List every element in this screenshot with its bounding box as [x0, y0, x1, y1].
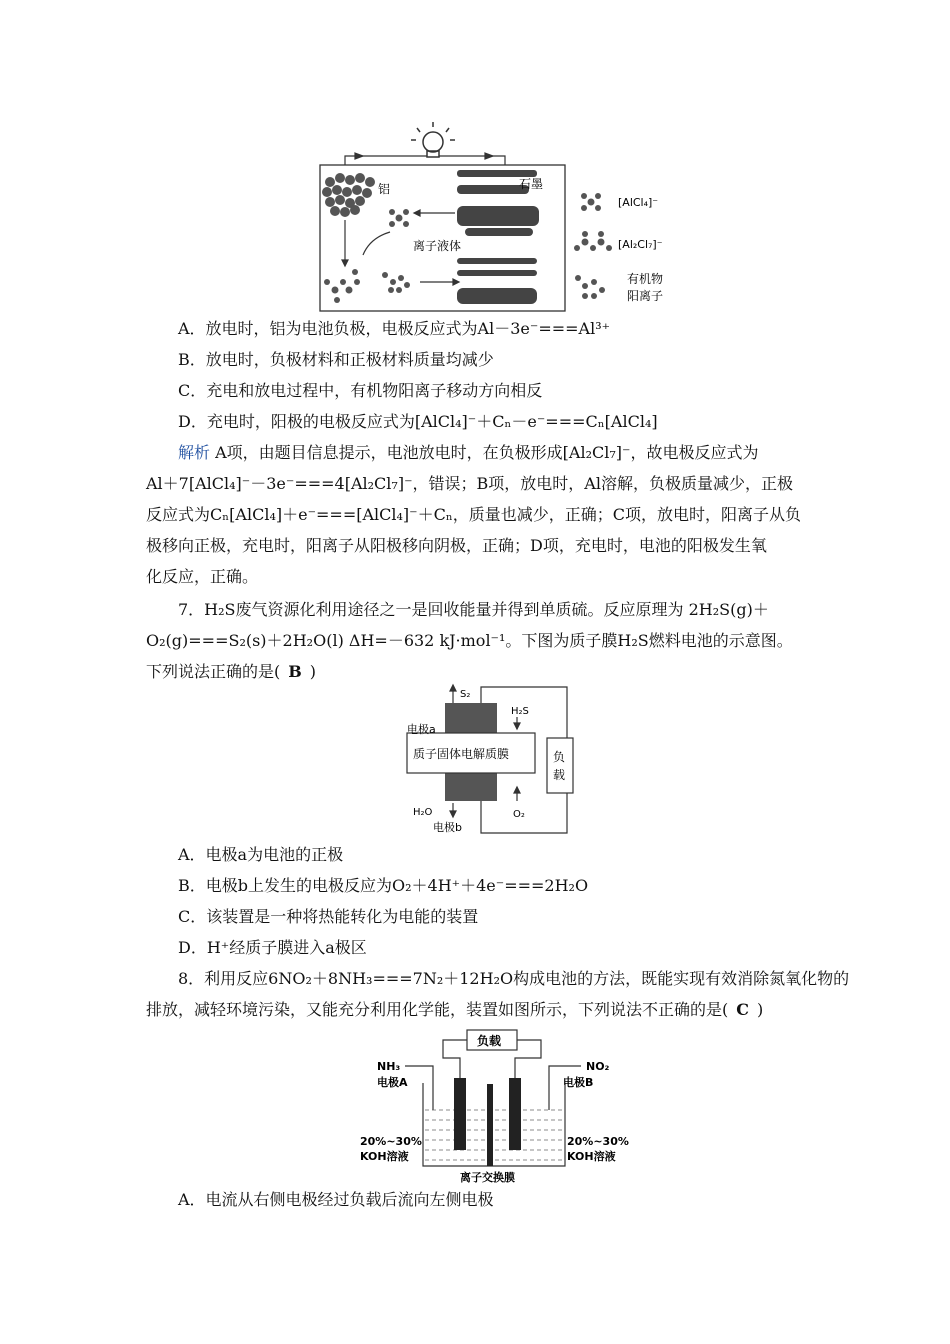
analysis-label: 解析 — [178, 443, 211, 462]
q8-stem-line-2: 排放，减轻环境污染，又能充分利用化学能，装置如图所示，下列说法不正确的是( C ) — [146, 1000, 764, 1019]
q6-option-b: B．放电时，负极材料和正极材料质量均减少 — [178, 350, 494, 369]
q8-answer: C — [736, 1000, 749, 1019]
legend-organic-cation-icon — [575, 275, 605, 299]
aluminium-cluster-icon — [322, 173, 375, 217]
organic-cation-icon — [382, 272, 410, 293]
legend-al2cl7-icon — [574, 231, 612, 251]
legend-cation: 阳离子 — [627, 289, 664, 303]
q6-option-c: C．充电和放电过程中，有机物阳离子移动方向相反 — [178, 381, 543, 400]
q8-stem-line-1: 8．利用反应6NO₂＋8NH₃===7N₂＋12H₂O构成电池的方法，既能实现有效消除氮氧化物的 — [178, 969, 850, 988]
q6-analysis-line-5: 化反应，正确。 — [146, 567, 259, 586]
q7-option-d: D．H⁺经质子膜进入a极区 — [178, 938, 367, 957]
koh-percent-right: 20%~30% — [567, 1135, 629, 1148]
q8-option-a: A．电流从右侧电极经过负载后流向左侧电极 — [178, 1190, 494, 1209]
nh3-label: NH₃ — [377, 1060, 401, 1073]
ionic-liquid-label: 离子液体 — [413, 239, 462, 253]
koh-percent-left: 20%~30% — [360, 1135, 422, 1148]
no2-nh3-cell-figure — [355, 1028, 635, 1183]
q6-option-a: A．放电时，铝为电池负极，电极反应式为Al－3e⁻===Al³⁺ — [178, 319, 611, 338]
q6-option-d: D．充电时，阳极的电极反应式为[AlCl₄]⁻＋Cₙ－e⁻===Cₙ[AlCl₄] — [178, 412, 658, 431]
koh-solution-left: KOH溶液 — [360, 1150, 409, 1163]
legend-alcl4-icon — [581, 193, 601, 211]
electrode-b-label: 电极b — [433, 821, 462, 834]
q6-analysis-line-2: Al＋7[AlCl₄]⁻－3e⁻===4[Al₂Cl₇]⁻，错误；B项，放电时，Al溶解，负极质量减少，正极 — [146, 474, 793, 493]
no2-label: NO₂ — [586, 1060, 610, 1073]
q6-analysis-line-3: 反应式为Cₙ[AlCl₄]＋e⁻===[AlCl₄]⁻＋Cₙ，质量也减少，正确；C项，放电时，阳离子从负 — [146, 505, 802, 524]
h2s-label: H₂S — [511, 706, 529, 717]
electrode-a-label: 电极A — [377, 1076, 408, 1089]
q7-stem-line-1: 7．H₂S废气资源化利用途径之一是回收能量并得到单质硫。反应原理为 2H₂S(g)＋ — [178, 600, 769, 619]
membrane-label: 离子交换膜 — [460, 1171, 515, 1183]
graphite-label: 石墨 — [519, 177, 544, 191]
load-label-1: 负 — [553, 750, 566, 764]
q7-option-b: B．电极b上发生的电极反应为O₂＋4H⁺＋4e⁻===2H₂O — [178, 876, 589, 895]
electrode-b-label: 电极B — [563, 1076, 594, 1089]
al2cl7-molecule-icon — [324, 269, 360, 303]
q7-option-a: A．电极a为电池的正极 — [178, 845, 344, 864]
alcl4-molecule-icon — [389, 209, 409, 227]
membrane-label: 质子固体电解质膜 — [413, 747, 510, 761]
q7-option-c: C．该装置是一种将热能转化为电能的装置 — [178, 907, 479, 926]
q7-stem-line-2: O₂(g)===S₂(s)＋2H₂O(l) ΔH=－632 kJ·mol⁻¹。下图为质子膜H₂S燃料电池的示意图。 — [146, 631, 793, 650]
q7-stem-line-3: 下列说法正确的是( B ) — [146, 662, 317, 681]
o2-label: O₂ — [513, 809, 525, 820]
s2-label: S₂ — [460, 689, 471, 700]
load-label-2: 载 — [553, 768, 566, 782]
legend-alcl4: [AlCl₄]⁻ — [618, 196, 659, 209]
legend-al2cl7: [Al₂Cl₇]⁻ — [618, 238, 663, 251]
q6-analysis-line-1: 解析 A项，由题目信息提示，电池放电时，在负极形成[Al₂Cl₇]⁻，故电极反应式为 — [178, 443, 759, 462]
electrode-a-label: 电极a — [407, 723, 436, 736]
q7-answer: B — [288, 662, 302, 681]
koh-solution-right: KOH溶液 — [567, 1150, 616, 1163]
load-label: 负载 — [477, 1034, 502, 1048]
q6-analysis-line-4: 极移向正极，充电时，阳离子从阳极移向阴极，正确；D项，充电时，电池的阳极发生氧 — [146, 536, 767, 555]
legend-organic: 有机物 — [627, 272, 664, 286]
al-ion-battery-figure — [315, 120, 695, 315]
h2o-label: H₂O — [413, 807, 433, 818]
h2s-fuel-cell-figure — [405, 683, 585, 835]
al-label: 铝 — [378, 182, 391, 196]
light-bulb-icon — [411, 122, 455, 157]
